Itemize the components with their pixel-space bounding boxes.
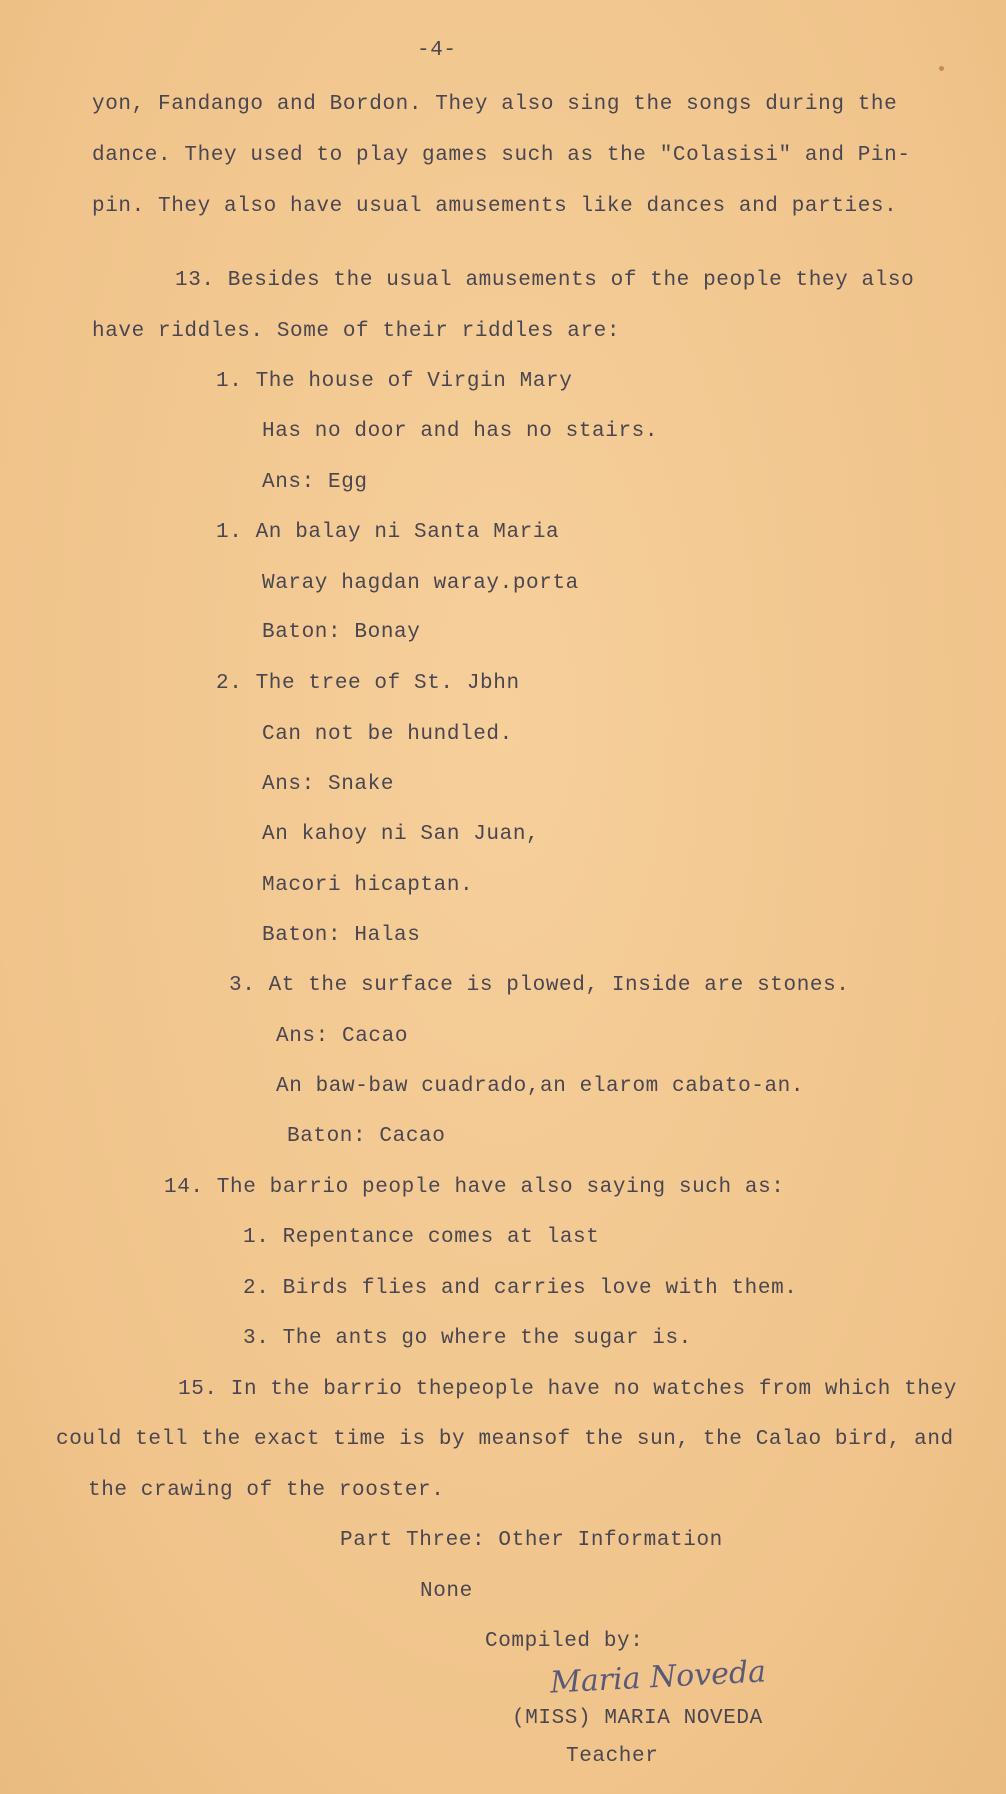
riddle-2-waray-line-1: An kahoy ni San Juan, xyxy=(262,823,540,846)
riddle-2-waray-answer: Baton: Halas xyxy=(262,924,421,947)
riddle-3-english-line-1: 3. At the surface is plowed, Inside are stones. xyxy=(229,974,850,997)
paragraph-14: 14. The barrio people have also saying such as: xyxy=(164,1176,785,1199)
paragraph-15-line-3: the crawing of the rooster. xyxy=(88,1479,445,1502)
riddle-2-english-line-1: 2. The tree of St. Jbhn xyxy=(216,672,520,695)
part-three-heading: Part Three: Other Information xyxy=(340,1529,723,1552)
riddle-1-english-answer: Ans: Egg xyxy=(262,471,368,494)
paragraph-13-line-2: have riddles. Some of their riddles are: xyxy=(92,320,621,343)
handwritten-signature: Maria Noveda xyxy=(549,1654,767,1701)
riddle-2-english-answer: Ans: Snake xyxy=(262,773,395,796)
paper-speck xyxy=(939,66,944,71)
part-three-body: None xyxy=(420,1580,473,1603)
compiler-title: Teacher xyxy=(566,1745,659,1768)
paragraph-15-line-2: could tell the exact time is by meansof the sun, the Calao bird, and xyxy=(56,1428,954,1451)
page-number: -4- xyxy=(417,39,457,62)
riddle-1-waray-answer: Baton: Bonay xyxy=(262,621,421,644)
riddle-3-english-answer: Ans: Cacao xyxy=(276,1025,409,1048)
riddle-2-english-line-2: Can not be hundled. xyxy=(262,723,513,746)
paragraph-12-line-2: dance. They used to play games such as the "Colasisi" and Pin- xyxy=(92,144,911,167)
paragraph-12-line-1: yon, Fandango and Bordon. They also sing the songs during the xyxy=(92,93,898,116)
riddle-1-english-line-1: 1. The house of Virgin Mary xyxy=(216,370,573,393)
compiled-by-label: Compiled by: xyxy=(485,1630,644,1653)
paragraph-13-line-1: 13. Besides the usual amusements of the people they also xyxy=(175,269,915,292)
compiler-name: (MISS) MARIA NOVEDA xyxy=(512,1707,763,1730)
riddle-2-waray-line-2: Macori hicaptan. xyxy=(262,874,474,897)
paragraph-12-line-3: pin. They also have usual amusements like dances and parties. xyxy=(92,195,898,218)
saying-1: 1. Repentance comes at last xyxy=(243,1226,600,1249)
riddle-1-waray-line-1: 1. An balay ni Santa Maria xyxy=(216,521,560,544)
paragraph-15-line-1: 15. In the barrio thepeople have no watches from which they xyxy=(178,1378,957,1401)
saying-3: 3. The ants go where the sugar is. xyxy=(243,1327,692,1350)
saying-2: 2. Birds flies and carries love with them. xyxy=(243,1277,798,1300)
riddle-3-waray-line-1: An baw-baw cuadrado,an elarom cabato-an. xyxy=(276,1075,805,1098)
riddle-3-waray-answer: Baton: Cacao xyxy=(287,1125,446,1148)
riddle-1-english-line-2: Has no door and has no stairs. xyxy=(262,420,659,443)
riddle-1-waray-line-2: Waray hagdan waray.porta xyxy=(262,572,579,595)
